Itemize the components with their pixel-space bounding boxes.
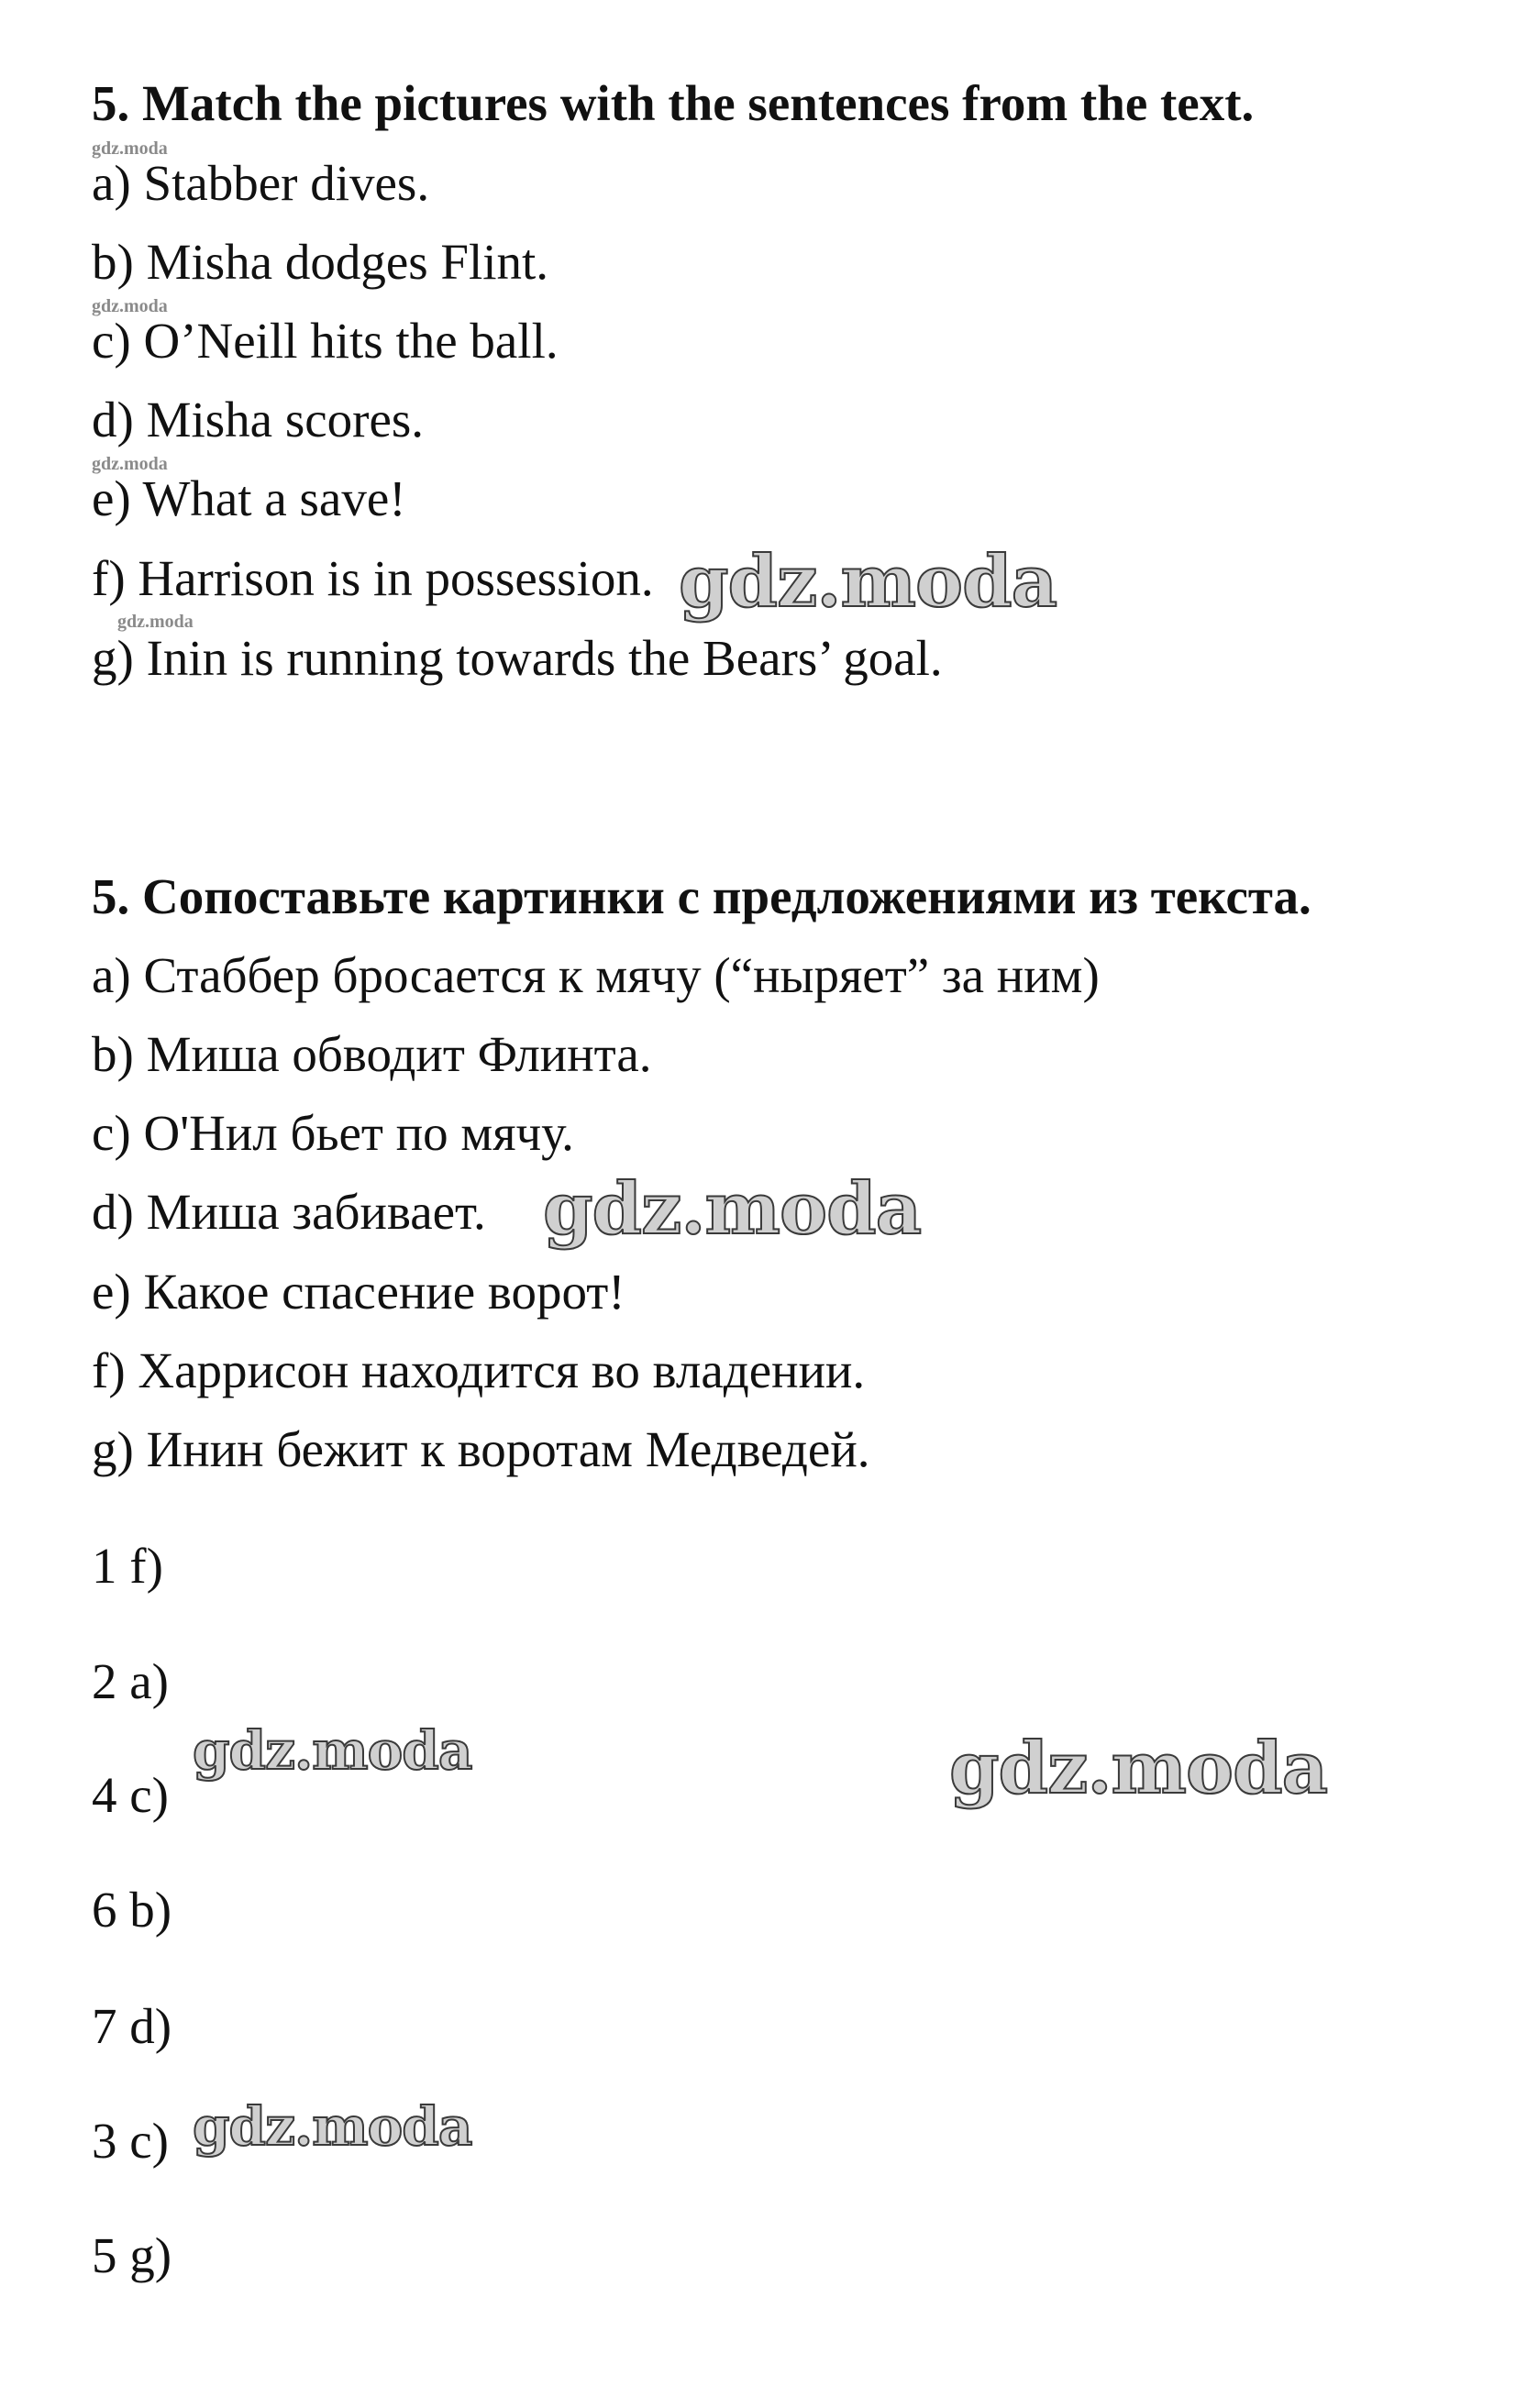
- english-item-a: a) Stabber dives.: [92, 155, 430, 211]
- answer-6: 3 c): [92, 2113, 169, 2169]
- english-item-c: c) O’Neill hits the ball.: [92, 313, 559, 369]
- watermark-large: gdz.moda: [193, 2095, 472, 2158]
- english-item-d: d) Misha scores.: [92, 392, 425, 447]
- watermark-small: gdz.moda: [92, 138, 168, 159]
- watermark-large: gdz.moda: [543, 1167, 922, 1251]
- russian-item-g: g) Инин бежит к воротам Медведей.: [92, 1421, 870, 1477]
- watermark-small: gdz.moda: [92, 296, 168, 316]
- answer-3: 4 c): [92, 1767, 169, 1823]
- russian-item-c: c) О'Нил бьет по мячу.: [92, 1105, 574, 1161]
- english-item-g: g) Inin is running towards the Bears’ goal.: [92, 630, 943, 686]
- watermark-large: gdz.moda: [679, 540, 1057, 624]
- russian-item-e: e) Какое спасение ворот!: [92, 1264, 625, 1320]
- answer-7: 5 g): [92, 2227, 172, 2283]
- russian-item-d: d) Миша забивает.: [92, 1184, 486, 1240]
- answer-2: 2 a): [92, 1653, 169, 1709]
- watermark-small: gdz.moda: [117, 612, 194, 632]
- russian-item-b: b) Миша обводит Флинта.: [92, 1026, 652, 1082]
- answer-5: 7 d): [92, 1998, 172, 2054]
- answer-1: 1 f): [92, 1538, 163, 1594]
- watermark-large: gdz.moda: [193, 1719, 472, 1782]
- english-heading: 5. Match the pictures with the sentences from the text.: [92, 75, 1255, 131]
- russian-item-a: a) Стаббер бросается к мячу (“ныряет” за ним): [92, 947, 1100, 1003]
- english-item-f: f) Harrison is in possession.: [92, 550, 654, 606]
- russian-item-f: f) Харрисон находится во владении.: [92, 1342, 866, 1398]
- watermark-small: gdz.moda: [92, 454, 168, 474]
- answer-4: 6 b): [92, 1882, 172, 1938]
- russian-heading: 5. Сопоставьте картинки с предложениями из текста.: [92, 868, 1311, 924]
- watermark-large: gdz.moda: [949, 1727, 1328, 1810]
- english-item-e: e) What a save!: [92, 470, 406, 526]
- english-item-b: b) Misha dodges Flint.: [92, 234, 549, 290]
